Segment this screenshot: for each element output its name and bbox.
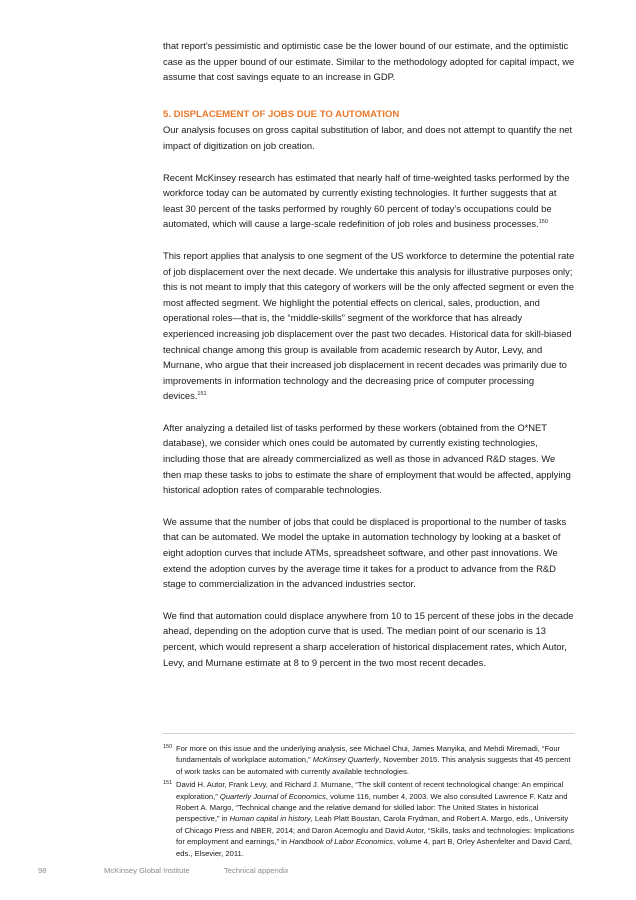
paragraph (163, 420, 575, 498)
footnote-150 (163, 743, 575, 777)
footnote-text: For more on this issue and the underlying analysis, see Michael Chui, James Manyika, and Mehdi Miremadi, “Four fundamentals of workplace automation,” (176, 744, 561, 765)
footnote-reference[interactable]: 151 (197, 391, 207, 398)
footnote-text: , Leah Platt Boustan, Carola Frydman, and Robert A. Margo, eds., University of Chicago Press and NBER, 2014; and Daron Acemoglu and David Autor, “Skills, tasks and technologies: Implications for employment and earnings,” in (176, 814, 575, 847)
footnote-number: 151 (163, 780, 173, 787)
paragraph-text: We find that automation could displace anywhere from 10 to 15 percent of these jobs in the decade ahead, depending on the adoption curve that is used. The median point of our scenario is 13 percent, which would represent a sharp acceleration of historical displacement rates, which Autor, Levy, and Murnane estimate at 8 to 9 percent in the two most recent decades. (163, 609, 574, 668)
paragraph-text: that report’s pessimistic and optimistic case be the lower bound of our estimate, and the optimistic case as the upper bound of our estimate. Similar to the methodology adopted for capital impact, we assume that cost savings equate to an increase in GDP. (163, 40, 575, 83)
paragraph-text: We assume that the number of jobs that could be displaced is proportional to the number of tasks that can be automated. We model the uptake in automation technology by looking at a basket of eight adoption curves that include ATMs, spreadsheet software, and other past innovations. We extend the adoption curves by the average time it takes for a product to advance from the R&D stage to commercialization in the advanced industries sector. (163, 515, 567, 590)
main-text (163, 38, 575, 686)
paragraph-text: This report applies that analysis to one segment of the US workforce to determine the potential rate of job displacement over the next decade. We undertake this analysis for illustrative purposes only; this is not meant to imply that this category of workers will be the only affected segment or even the most affected segment. We highlight the potential effects on clerical, sales, production, and operational roles—that is, the “middle-skills” segment of the workforce that has already experienced increasing job displacement over the past two decades. Historical data for skill-biased technical change among this group is available from academic research by Autor, Levy, and Murnane, who argue that their increased job displacement in recent decades was primarily due to improvements in information technology and the decreasing price of computer processing devices. (163, 249, 575, 402)
section-heading: 5. DISPLACEMENT OF JOBS DUE TO AUTOMATION (163, 108, 400, 120)
footnote-text: David H. Autor, Frank Levy, and Richard J. Murnane, “The skill content of recent technological change: An empirical exploration,” (176, 780, 564, 801)
paragraph (163, 122, 575, 153)
paragraph-text: Recent McKinsey research has estimated that nearly half of time-weighted tasks performed by the workforce today can be automated by currently existing technologies. It further suggests that at least 30 percent of the tasks performed by roughly 60 percent of today’s occupations could be automated, which will cause a large-scale redefinition of job roles and business processes. (163, 171, 570, 230)
paragraph (163, 38, 575, 85)
paragraph-text: Our analysis focuses on gross capital substitution of labor, and does not attempt to quantify the net impact of digitization on job creation. (163, 124, 573, 151)
paragraph (163, 170, 575, 232)
footnote-number: 150 (163, 744, 173, 750)
paragraph (163, 248, 575, 404)
footnote-151 (163, 779, 575, 859)
footnote-divider (163, 733, 575, 734)
section-name: Technical appendix (224, 866, 289, 875)
footnote-reference[interactable]: 150 (538, 219, 548, 226)
footnote-italic: Human capital in history (229, 814, 311, 824)
footnote-italic: Handbook of Labor Economics (289, 837, 393, 847)
footnote-text: , volume 116, number 4, 2003. We also consulted Lawrence F. Katz and Robert A. Margo, “Technical change and the relative demand for skilled labor: The United States in historical perspective,” in (176, 791, 568, 824)
footnote-italic: Quarterly Journal of Economics (219, 791, 326, 801)
footnote-italic: McKinsey Quarterly (312, 755, 380, 765)
publisher-name: McKinsey Global Institute (104, 866, 190, 875)
paragraph (163, 608, 575, 670)
paragraph-text: After analyzing a detailed list of tasks performed by these workers (obtained from the O*NET database), we consider which ones could be automated by currently existing technologies, including those that are already commercialized as well as those in advanced R&D stages. We then map these tasks to jobs to estimate the share of employment that would be affected, applying historical adoption rates of comparable technologies. (163, 421, 571, 496)
page-number: 98 (38, 866, 47, 875)
footnote-text: , November 2015. This analysis suggests that 45 percent of work tasks can be automated with currently available technologies. (176, 755, 571, 776)
paragraph (163, 514, 575, 592)
footnote-text: , volume 4, part B, Orley Ashenfelter and David Card, eds., Elsevier, 2011. (176, 837, 572, 858)
footnotes (163, 743, 575, 861)
